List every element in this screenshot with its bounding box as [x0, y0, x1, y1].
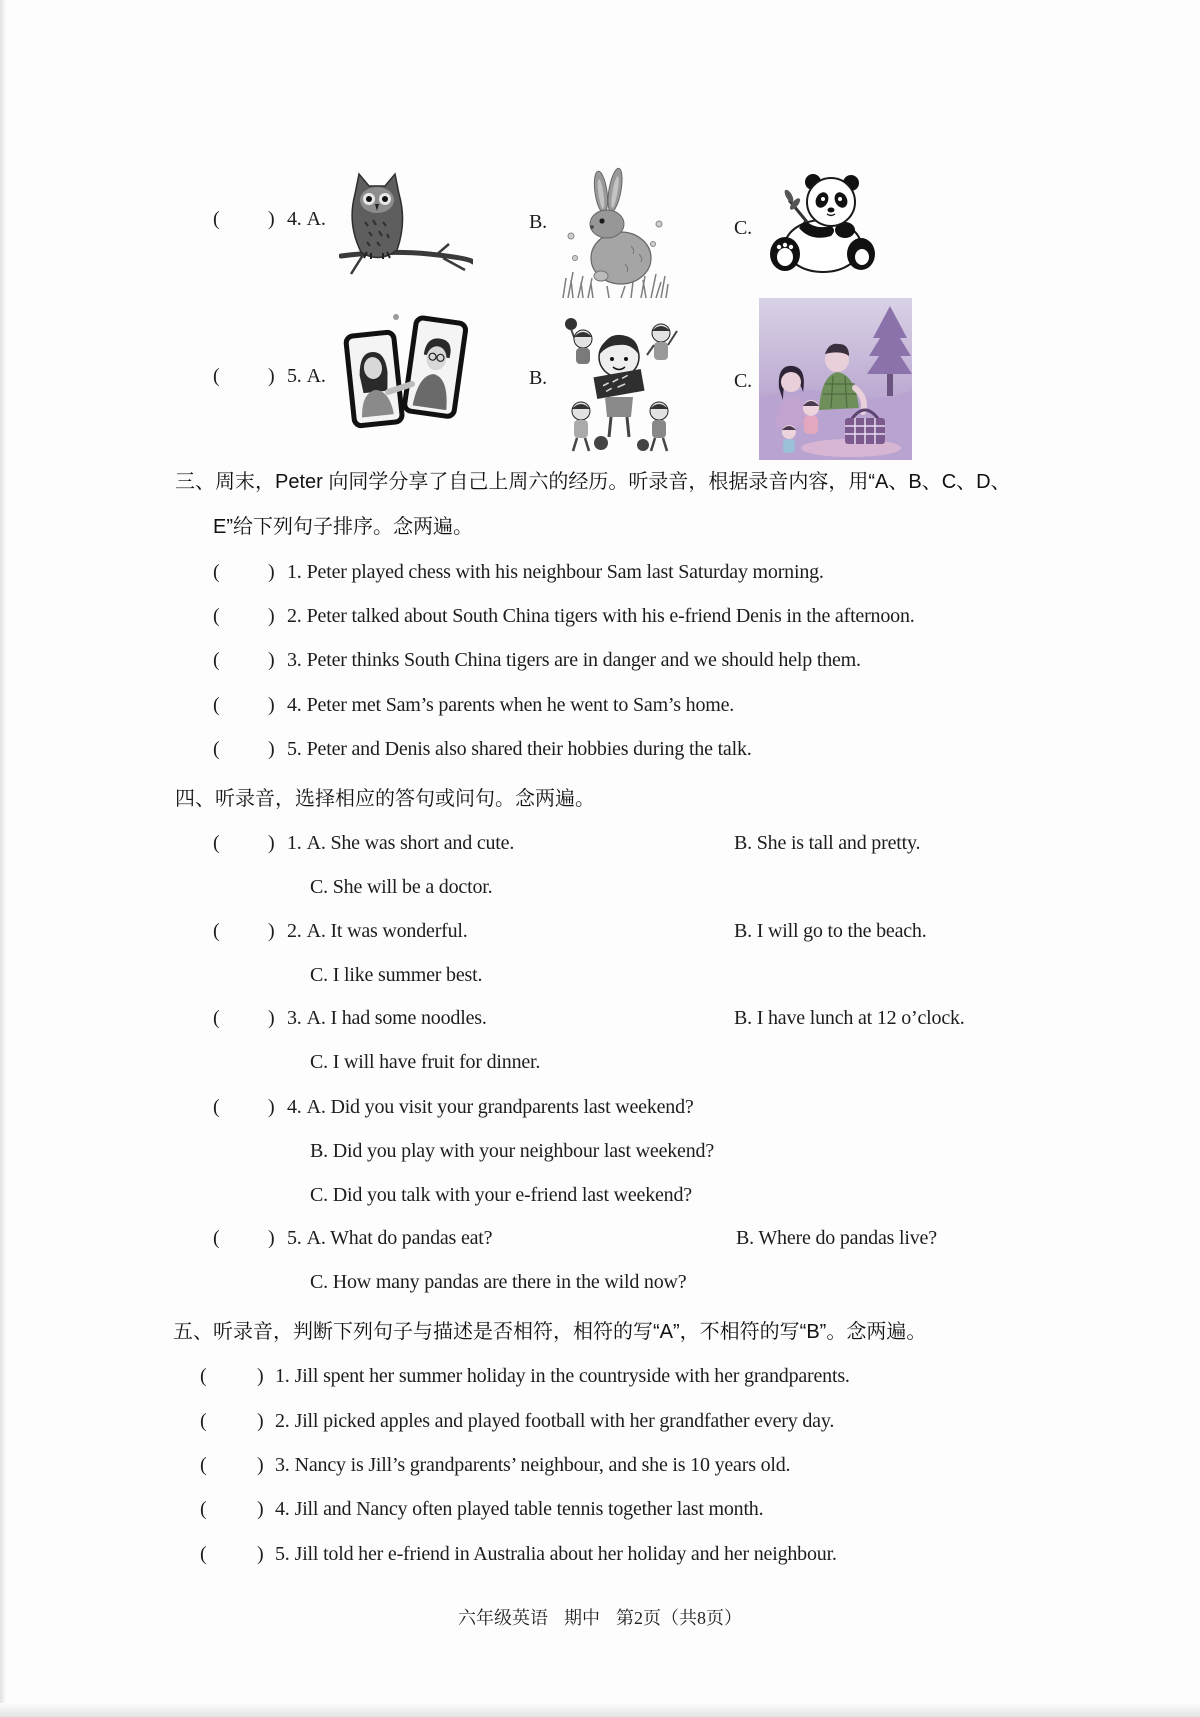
bracket-open: ( [213, 694, 220, 716]
item-number: 2. [275, 1410, 290, 1432]
choice-question [287, 1094, 694, 1120]
bracket-close: ) [268, 694, 275, 716]
option-a: A. She was short and cute. [306, 832, 515, 854]
option-label-c: C. [734, 217, 752, 239]
option-b: B. Where do pandas live? [736, 1227, 937, 1249]
option-c: C. Did you talk with your e-friend last weekend? [310, 1184, 692, 1206]
bracket-open: ( [200, 1410, 207, 1432]
judgement-item [275, 1541, 837, 1567]
bracket-close: ) [257, 1454, 264, 1476]
option-label-b: B. [529, 367, 547, 389]
bracket-open: ( [213, 208, 220, 230]
item-text: Jill told her e-friend in Australia about her holiday and her neighbour. [294, 1543, 837, 1565]
option-c: C. I will have fruit for dinner. [310, 1051, 541, 1073]
option-label-a: A. [306, 208, 326, 230]
owl-image [339, 170, 473, 283]
sentence-item [287, 559, 824, 585]
bracket-close: ) [268, 832, 275, 854]
bracket-open: ( [213, 365, 220, 387]
bracket-close: ) [257, 1543, 264, 1565]
scan-edge-left [0, 0, 6, 1717]
choice-question [287, 918, 468, 944]
sentence-item [287, 647, 861, 673]
rabbit-image [561, 166, 670, 298]
item-number: 1. [275, 1365, 290, 1387]
item-number: 3. [287, 649, 302, 671]
video-call-phones-image [342, 312, 469, 433]
children-playing-sports-image [561, 315, 681, 454]
bracket-close: ) [257, 1498, 264, 1520]
bracket-close: ) [268, 1227, 275, 1249]
item-number: 2. [287, 605, 302, 627]
question-number: 5. [287, 365, 302, 387]
bracket-open: ( [213, 1007, 220, 1029]
choice-question [287, 830, 514, 856]
item-number: 2. [287, 920, 302, 942]
option-a: A. It was wonderful. [306, 920, 468, 942]
bracket-close: ) [268, 920, 275, 942]
choice-question [287, 1005, 487, 1031]
option-a: A. What do pandas eat? [306, 1227, 493, 1249]
section-3-heading-continued: E”给下列句子排序。念两遍。 [213, 516, 473, 538]
option-label-b: B. [529, 211, 547, 233]
bracket-close: ) [257, 1365, 264, 1387]
judgement-item [275, 1363, 850, 1389]
picture-question-5-number [287, 363, 326, 389]
bracket-close: ) [268, 561, 275, 583]
option-b: B. I will go to the beach. [734, 920, 927, 942]
item-number: 5. [275, 1543, 290, 1565]
picture-question-4-number [287, 206, 326, 232]
option-a: A. I had some noodles. [306, 1007, 487, 1029]
sentence-item [287, 736, 752, 762]
item-number: 4. [275, 1498, 290, 1520]
bracket-open: ( [200, 1454, 207, 1476]
option-c: C. How many pandas are there in the wild now? [310, 1271, 687, 1293]
judgement-item [275, 1452, 790, 1478]
bracket-open: ( [200, 1498, 207, 1520]
item-number: 5. [287, 1227, 302, 1249]
option-label-a: A. [306, 365, 326, 387]
bracket-close: ) [268, 649, 275, 671]
judgement-item [275, 1408, 834, 1434]
family-picnic-image [759, 298, 912, 460]
item-text: Peter played chess with his neighbour Sam last Saturday morning. [306, 561, 824, 583]
bracket-close: ) [268, 1096, 275, 1118]
bracket-open: ( [213, 738, 220, 760]
item-text: Peter and Denis also shared their hobbies during the talk. [306, 738, 752, 760]
page-footer [0, 1605, 1200, 1631]
bracket-open: ( [213, 605, 220, 627]
item-number: 4. [287, 1096, 302, 1118]
bracket-close: ) [268, 738, 275, 760]
judgement-item [275, 1496, 763, 1522]
section-5-heading: 五、听录音，判断下列句子与描述是否相符，相符的写“A”，不相符的写“B”。念两遍。 [173, 1321, 927, 1343]
item-text: Nancy is Jill’s grandparents’ neighbour, and she is 10 years old. [294, 1454, 791, 1476]
sentence-item [287, 692, 734, 718]
bracket-open: ( [213, 649, 220, 671]
option-c: C. I like summer best. [310, 964, 483, 986]
item-number: 1. [287, 561, 302, 583]
bracket-open: ( [200, 1543, 207, 1565]
option-c: C. She will be a doctor. [310, 876, 493, 898]
bracket-open: ( [213, 832, 220, 854]
footer-page-number: 第2页（共8页） [616, 1608, 742, 1628]
item-number: 4. [287, 694, 302, 716]
item-number: 5. [287, 738, 302, 760]
item-number: 3. [287, 1007, 302, 1029]
bracket-open: ( [213, 1096, 220, 1118]
sentence-item [287, 603, 915, 629]
option-a: A. Did you visit your grandparents last weekend? [306, 1096, 694, 1118]
bracket-open: ( [200, 1365, 207, 1387]
item-text: Peter met Sam’s parents when he went to Sam’s home. [306, 694, 735, 716]
option-b: B. I have lunch at 12 o’clock. [734, 1007, 965, 1029]
option-b: B. She is tall and pretty. [734, 832, 921, 854]
bracket-close: ) [268, 365, 275, 387]
bracket-open: ( [213, 920, 220, 942]
item-text: Jill picked apples and played football with her grandfather every day. [294, 1410, 835, 1432]
item-text: Jill and Nancy often played table tennis together last month. [294, 1498, 764, 1520]
panda-image [761, 170, 881, 279]
bracket-open: ( [213, 561, 220, 583]
section-4-heading: 四、听录音，选择相应的答句或问句。念两遍。 [175, 788, 595, 810]
bracket-close: ) [268, 1007, 275, 1029]
question-number: 4. [287, 208, 302, 230]
bracket-close: ) [257, 1410, 264, 1432]
item-number: 3. [275, 1454, 290, 1476]
option-b: B. Did you play with your neighbour last weekend? [310, 1140, 715, 1162]
choice-question [287, 1225, 492, 1251]
section-3-heading: 三、周末，Peter 向同学分享了自己上周六的经历。听录音，根据录音内容，用“A、B、C、D、 [175, 471, 1011, 493]
item-text: Peter thinks South China tigers are in danger and we should help them. [306, 649, 861, 671]
option-label-c: C. [734, 370, 752, 392]
bracket-close: ) [268, 208, 275, 230]
item-text: Peter talked about South China tigers with his e-friend Denis in the afternoon. [306, 605, 915, 627]
bracket-open: ( [213, 1227, 220, 1249]
footer-subject: 六年级英语 [458, 1608, 548, 1628]
item-text: Jill spent her summer holiday in the countryside with her grandparents. [294, 1365, 850, 1387]
bracket-close: ) [268, 605, 275, 627]
scan-edge-bottom [0, 1703, 1200, 1717]
footer-term: 期中 [564, 1608, 600, 1628]
item-number: 1. [287, 832, 302, 854]
